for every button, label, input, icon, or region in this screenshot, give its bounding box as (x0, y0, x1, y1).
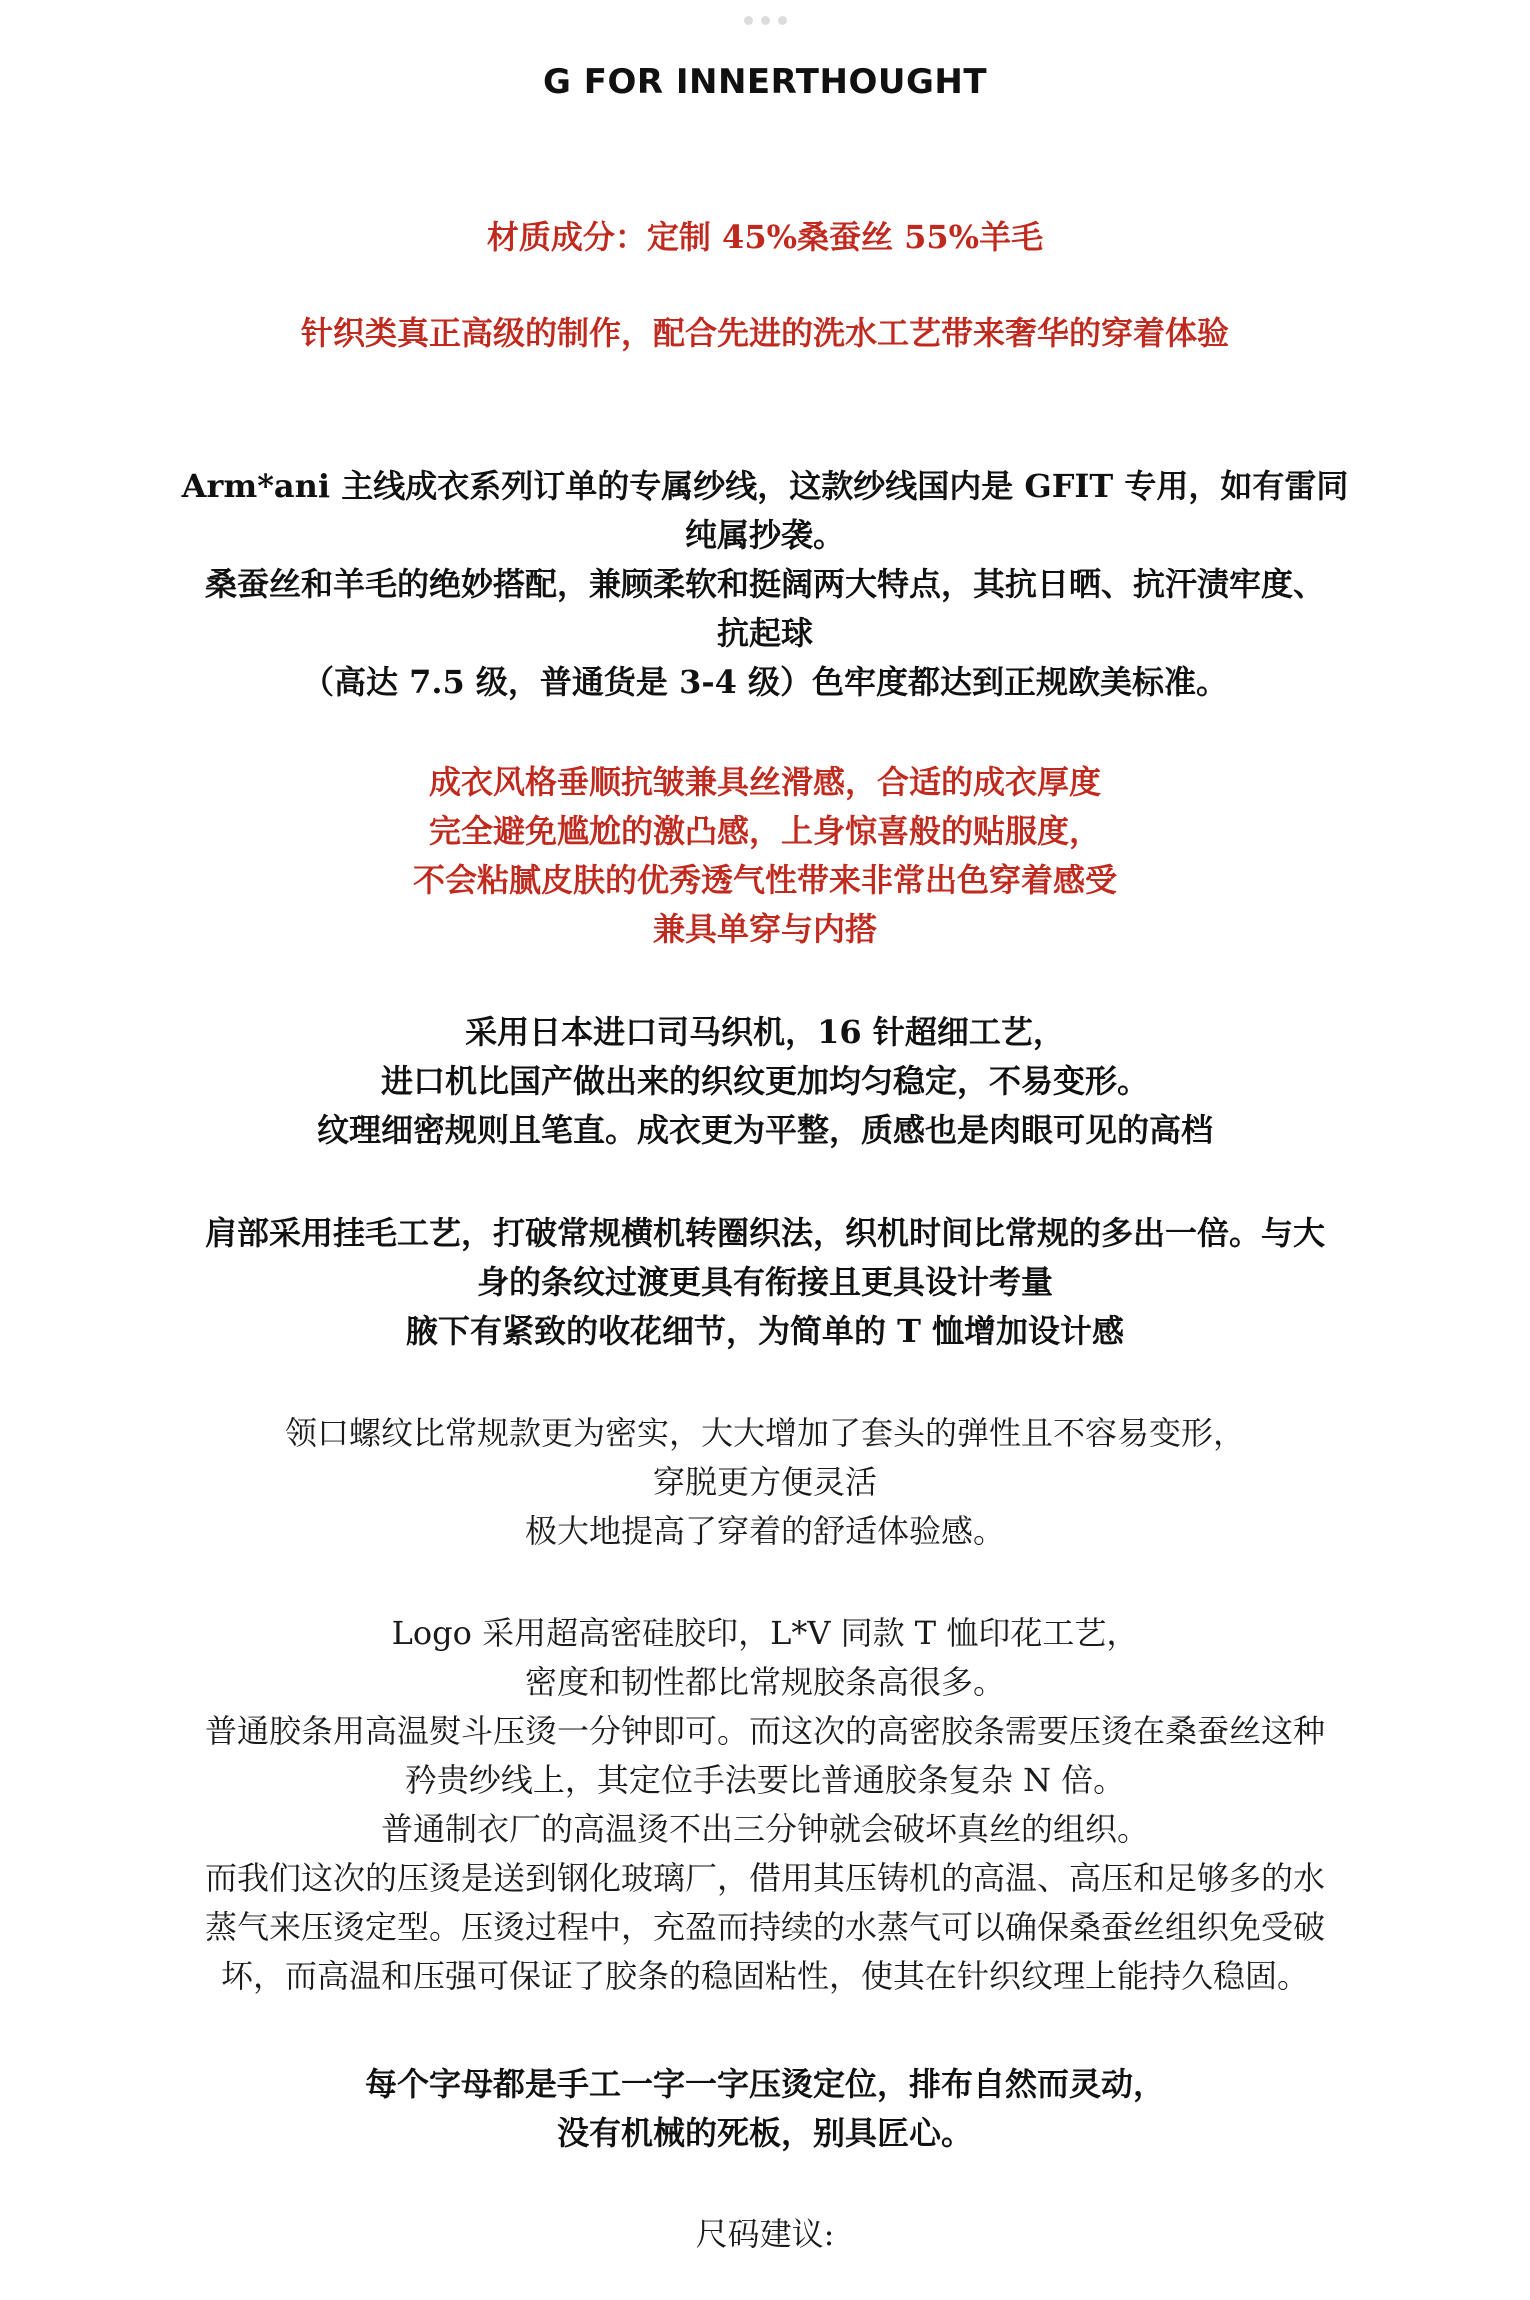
material-composition-text: 材质成分：定制 45%桑蚕丝 55%羊毛 (486, 218, 1044, 256)
yarn-line: （高达 7.5 级，普通货是 3-4 级）色牢度都达到正规欧美标准。 (301, 663, 1229, 701)
logo-line: 密度和韧性都比常规胶条高很多。 (524, 1663, 1005, 1701)
logo-section (60, 1609, 1470, 2001)
size-section (60, 2210, 1470, 2259)
yarn-line: Arm*ani 主线成衣系列订单的专属纱线，这款纱线国内是 GFIT 专用，如有雷同 (181, 467, 1349, 505)
style-line: 成衣风格垂顺抗皱兼具丝滑感，合适的成衣厚度 (428, 763, 1101, 801)
brand-title: G FOR INNERTHOUGHT (542, 62, 988, 102)
handmade-line: 没有机械的死板，别具匠心。 (556, 2114, 973, 2152)
drag-handle-dots (0, 16, 1530, 25)
machine-section (60, 1008, 1470, 1155)
style-line: 兼具单穿与内搭 (652, 910, 877, 948)
machine-line: 进口机比国产做出来的织纹更加均匀稳定，不易变形。 (380, 1062, 1149, 1100)
yarn-line: 桑蚕丝和羊毛的绝妙搭配，兼顾柔软和挺阔两大特点，其抗日晒、抗汗渍牢度、 (204, 565, 1325, 603)
dot-icon (744, 16, 753, 25)
logo-line: Logo 采用超高密硅胶印，L*V 同款 T 恤印花工艺， (391, 1614, 1139, 1652)
style-line: 不会粘腻皮肤的优秀透气性带来非常出色穿着感受 (412, 861, 1117, 899)
craft-statement-text: 针织类真正高级的制作，配合先进的洗水工艺带来奢华的穿着体验 (300, 314, 1229, 352)
shoulder-line: 腋下有紧致的收花细节，为简单的 T 恤增加设计感 (405, 1312, 1125, 1350)
logo-line: 普通胶条用高温熨斗压烫一分钟即可。而这次的高密胶条需要压烫在桑蚕丝这种 (204, 1712, 1325, 1750)
size-suggestion-label: 尺码建议: (695, 2215, 835, 2253)
collar-line: 穿脱更方便灵活 (652, 1463, 877, 1501)
collar-line: 领口螺纹比常规款更为密实，大大增加了套头的弹性且不容易变形， (284, 1414, 1245, 1452)
shoulder-section (60, 1209, 1470, 1356)
dot-icon (761, 16, 770, 25)
style-line: 完全避免尴尬的激凸感，上身惊喜般的贴服度， (428, 812, 1101, 850)
shoulder-line: 身的条纹过渡更具有衔接且更具设计考量 (476, 1263, 1053, 1301)
collar-line: 极大地提高了穿着的舒适体验感。 (524, 1512, 1005, 1550)
machine-line: 纹理细密规则且笔直。成衣更为平整，质感也是肉眼可见的高档 (316, 1111, 1213, 1149)
shoulder-line: 肩部采用挂毛工艺，打破常规横机转圈织法，织机时间比常规的多出一倍。与大 (204, 1214, 1325, 1252)
yarn-line: 抗起球 (716, 614, 813, 652)
yarn-section (60, 462, 1470, 707)
style-section (60, 758, 1470, 954)
collar-section (60, 1409, 1470, 1556)
logo-line: 坏，而高温和压强可保证了胶条的稳固粘性，使其在针织纹理上能持久稳固。 (220, 1957, 1309, 1995)
logo-line: 蒸气来压烫定型。压烫过程中，充盈而持续的水蒸气可以确保桑蚕丝组织免受破 (204, 1908, 1325, 1946)
craft-statement (60, 309, 1470, 358)
yarn-line: 纯属抄袭。 (684, 516, 845, 554)
handmade-section (60, 2060, 1470, 2158)
material-composition (60, 213, 1470, 262)
machine-line: 采用日本进口司马织机，16 针超细工艺， (465, 1013, 1065, 1051)
dot-icon (778, 16, 787, 25)
handmade-line: 每个字母都是手工一字一字压烫定位，排布自然而灵动， (364, 2065, 1165, 2103)
logo-line: 而我们这次的压烫是送到钢化玻璃厂，借用其压铸机的高温、高压和足够多的水 (204, 1859, 1325, 1897)
logo-line: 普通制衣厂的高温烫不出三分钟就会破坏真丝的组织。 (380, 1810, 1149, 1848)
logo-line: 矜贵纱线上，其定位手法要比普通胶条复杂 N 倍。 (404, 1761, 1126, 1799)
